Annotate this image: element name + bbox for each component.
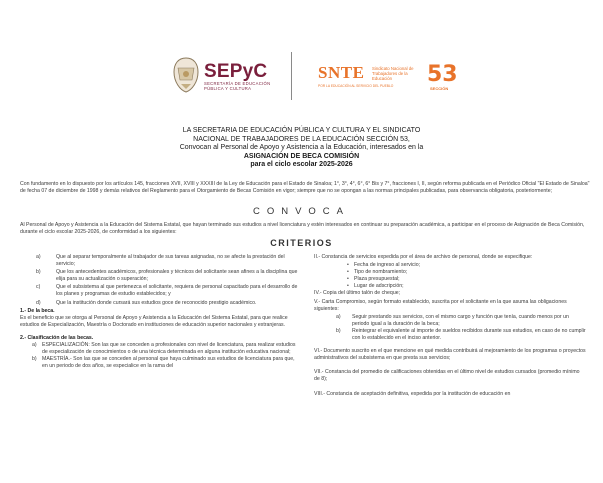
- requirement-8: VIII.- Constancia de aceptación definitiva, expedida por la institución de educación en: [314, 390, 511, 397]
- section-1-title: 1.- De la beca.: [20, 307, 55, 314]
- snte-slogan: POR LA EDUCACIÓN AL SERVICIO DEL PUEBLO: [318, 84, 394, 88]
- heading-line-3: Convocan al Personal de Apoyo y Asistencia a la Educación, interesados en la: [179, 144, 424, 152]
- requirement-7: VII.- Constancia del promedio de calificaciones obtenidas en el último nivel de estudios cursados (promedio mínimo de 8);: [314, 369, 580, 383]
- intro-paragraph: Con fundamento en lo dispuesto por los artículos 145, fracciones XVII, XVIII y XXXIII de la Ley de Educación para el Estado de Sinaloa; 1°, 3°, 4°, 6°, 6° Bis y 7°, fracciones I, II, según reforma publicada en el Periódico Oficial "El Estado de Sinaloa" de fecha 07 de diciembre de 1998 y demás relativos del Reglamento para el Otorgamiento de Becas Comisión en vigor; siempre que no se opongan a las normas principales publicadas, para observancia obligatoria, posteriormente;: [20, 181, 590, 195]
- sepyc-title: SEPyC: [204, 61, 268, 82]
- bullet-item: • Lugar de adscripción;: [354, 283, 586, 290]
- criterion-item: a) Que al separar temporalmente al trabajador de sus tareas asignadas, no se afecte la prestación del servicio;: [36, 254, 285, 268]
- criterion-item: b) Que los antecedentes académicos, profesionales y técnicos del solicitante sean afines a la disciplina que elija para su actualización o superación;: [36, 269, 298, 283]
- section-1-text: Es el beneficio que se otorga al Personal de Apoyo y Asistencia a la Educación del Sistema Estatal, para que realice estudios de Especialización, Maestría o Doctorado en instituciones de educación superior nacionales y extranjeras.: [20, 314, 288, 328]
- right-column: [314, 254, 586, 399]
- criterion-item: c) Que el subsistema al que pertenezca el solicitante, requiera de personal capacitado para el desarrollo de los planes y programas de estudio establecidos; y: [36, 284, 298, 298]
- bullet-item: • Plaza presupuestal;: [354, 276, 586, 283]
- classification-item: b) MAESTRÍA.- Son las que se conceden al personal que haya culminado sus estudios de licenciatura para que, en un periodo de dos años, se especialice en la rama del: [32, 356, 295, 370]
- snte-logo: [318, 63, 414, 88]
- requirement-6: VI.- Documento suscrito en el que mencione en qué medida contribuirá al mejoramiento de los programas o proyectos administrativos del subsistema en que presta sus servicios;: [314, 348, 586, 362]
- heading-line-2: NACIONAL DE TRABAJADORES DE LA EDUCACIÓN SECCIÓN 53,: [193, 135, 410, 143]
- sepyc-subtitle-1: SECRETARÍA DE EDUCACIÓN: [204, 81, 271, 86]
- bullet-item: • Tipo de nombramiento;: [354, 269, 586, 276]
- section-number: 53: [427, 62, 458, 87]
- document-heading: [0, 127, 603, 170]
- heading-line-5: para el ciclo escolar 2025-2026: [250, 161, 353, 169]
- obligation-item: a) Seguir prestando sus servicios, con el mismo cargo y función que tenía, cuando menos por un periodo igual a la duración de la beca;: [336, 313, 569, 327]
- sinaloa-seal-icon: [172, 56, 200, 94]
- classification-item: a) ESPECIALIZACIÓN: Son las que se conceden a profesionales con nivel de licenciatura, para realizar estudios de especialización de conocimientos o de una técnica determinada en alguna institución educativa nacional;: [32, 342, 296, 356]
- obligation-item: b) Reintegrar el equivalente al importe de sueldos recibidos durante sus estudios, en caso de no cumplir con lo establecido en el inciso anterior.: [336, 327, 586, 342]
- criterios-title: CRITERIOS: [270, 238, 333, 248]
- requirement-4: IV.- Copia del último talón de cheque;: [314, 290, 401, 297]
- service-details-list: [314, 262, 586, 290]
- header-logos: [0, 50, 603, 110]
- requirement-2: II.- Constancia de servicios expedida por el área de archivo de personal, donde se especifique:: [314, 254, 533, 260]
- section-2-title: 2.- Clasificación de las becas.: [20, 334, 94, 341]
- audience-paragraph: Al Personal de Apoyo y Asistencia a la Educación del Sistema Estatal, que hayan terminado sus estudios a nivel licenciatura y estén interesados en continuar su preparación académica, a participar en el proceso de Asignación de Beca Comisión, durante el ciclo escolar 2025-2026, de conformidad a los siguientes:: [20, 222, 585, 236]
- bullet-item: • Fecha de ingreso al servicio;: [354, 262, 586, 269]
- snte-full-name: Sindicato Nacional de Trabajadores de la Educación: [372, 66, 414, 81]
- criterion-item: d) Que la institución donde cursará sus estudios goce de reconocido prestigio académico.: [36, 299, 257, 306]
- heading-line-4: ASIGNACIÓN DE BECA COMISIÓN: [243, 152, 360, 160]
- logo-divider: [291, 52, 292, 100]
- sepyc-subtitle-2: PÚBLICA Y CULTURA: [204, 86, 252, 91]
- left-column: [20, 254, 298, 370]
- heading-line-1: LA SECRETARIA DE EDUCACIÓN PÚBLICA Y CULTURA Y EL SINDICATO: [182, 127, 421, 134]
- snte-wordmark: SNTE: [318, 63, 365, 82]
- requirement-5: V.- Carta Compromiso, según formato establecido, suscrita por el solicitante en la que asuma las obligaciones siguientes:: [314, 298, 567, 312]
- convoca-title: CONVOCA: [252, 206, 351, 217]
- section-label: SECCIÓN: [430, 86, 449, 91]
- sepyc-logo: [204, 62, 270, 91]
